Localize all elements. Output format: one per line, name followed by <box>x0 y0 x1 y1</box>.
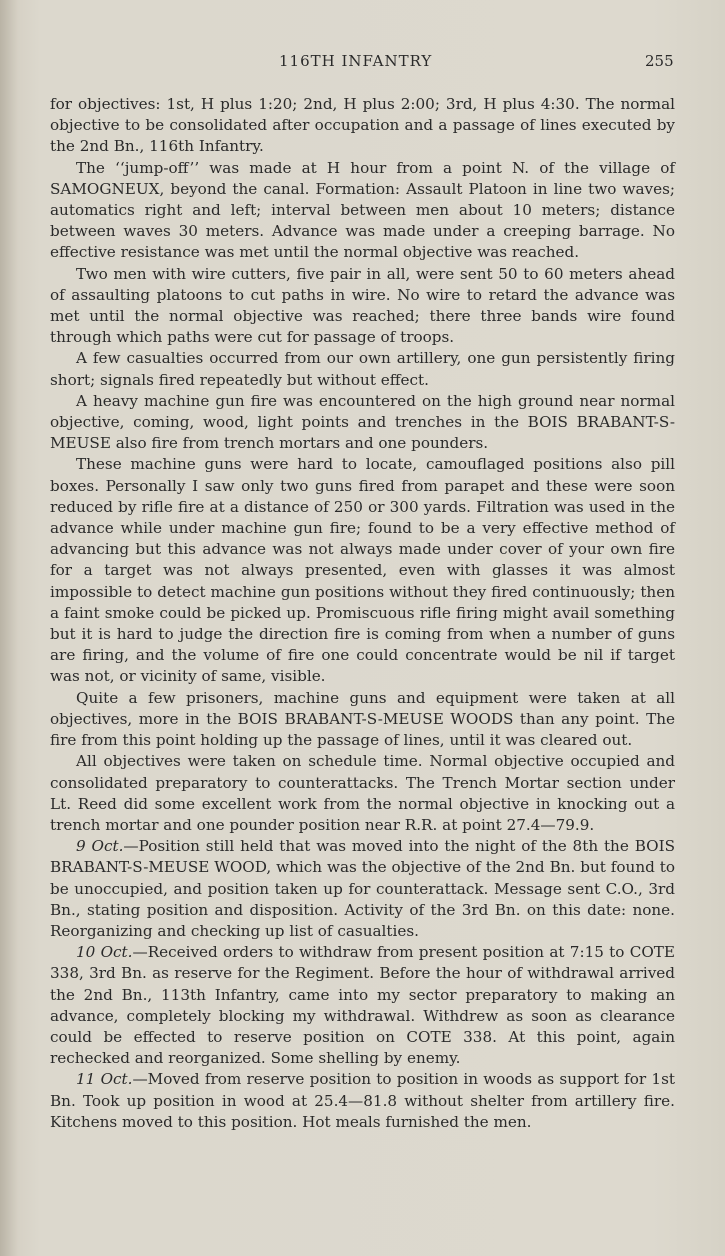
paragraph-text: A heavy machine gun fire was encountered on the high ground near normal objective, coming, wood, light points and trenches in the BOIS BRABANT-S-MEUSE also fire from trench mortars and one pounders. <box>50 391 675 453</box>
paragraph-text: —Position still held that was moved into the night of the 8th the BOIS BRABANT-S-MEUSE WOOD, which was the objective of the 2nd Bn. but found to be unoccupied, and position taken up for counterattack. Message sent C.O., 3rd Bn., stating position and disposition. Activity of the 3rd Bn. on this date: none. Reorganizing and checking up list of casualties. <box>50 837 675 940</box>
paragraph-text: The ‘‘jump-off’’ was made at H hour from a point N. of the village of SAMOGNEUX, beyond the canal. Formation: Assault Platoon in line two waves; automatics right and left; interval between men about 10 meters; distance between waves 30 meters. Advance was made under a creeping barrage. No effective resistance was met until the normal objective was reached. <box>50 158 675 262</box>
paragraph-text: —Moved from reserve position to position in woods as support for 1st Bn. Took up position in wood at 25.4—81.8 without shelter from artillery fire. Kitchens moved to this position. Hot meals furnished the men. <box>50 1070 675 1131</box>
entry-date: 10 Oct. <box>76 943 133 962</box>
paragraph-text: —Received orders to withdraw from present position at 7:15 to COTE 338, 3rd Bn. as reserve for the Regiment. Before the hour of withdrawal arrived the 2nd Bn., 113th Infantry, came into my sector preparatory to making an advance, completely blocking my withdrawal. Withdrew as soon as clearance could be effected to reserve position on COTE 338. At this point, again rechecked and reorganized. Some shelling by enemy. <box>50 943 675 1068</box>
paragraph-11-oct <box>50 1069 675 1133</box>
paragraph-text: for objectives: 1st, H plus 1:20; 2nd, H plus 2:00; 3rd, H plus 4:30. The normal objective to be consolidated after occupation and a passage of lines executed by the 2nd Bn., 116th Infantry. <box>50 95 675 156</box>
paragraph-9-oct <box>50 836 675 942</box>
paragraph-machine-gun-fire <box>50 391 675 455</box>
entry-date: 9 Oct. <box>76 837 124 856</box>
paragraph-text: Quite a few prisoners, machine guns and equipment were taken at all objectives, more in the BOIS BRABANT-S-MEUSE WOODS than any point. The fire from this point holding up the passage of lines, until it was cleared out. <box>50 688 675 750</box>
paragraph-machine-guns <box>50 454 675 687</box>
paragraph-text: These machine guns were hard to locate, camouflaged positions also pill boxes. Personally I saw only two guns fired from parapet and these were soon reduced by rifle fire at a distance of 250 or 300 yards. Filtration was used in the advance while under machine gun fire; found to be a very effective method of advancing but this advance was not always made under cover of your own fire for a target was not always presented, even with glasses it was almost impossible to detect machine gun positions without they fired continuously; then a faint smoke could be picked up. Promiscuous rifle firing might avail something but it is hard to judge the direction fire is coming from when a number of guns are firing, and the volume of fire one could concentrate would be nil if target was not, or vicinity of same, visible. <box>50 455 675 686</box>
paragraph-text: A few casualties occurred from our own artillery, one gun persistently firing short; signals fired repeatedly but without effect. <box>50 349 675 389</box>
paragraph-text: Two men with wire cutters, five pair in all, were sent 50 to 60 meters ahead of assaulting platoons to cut paths in wire. No wire to retard the advance was met until the normal objective was reached; there three bands wire found through which paths were cut for passage of troops. <box>50 264 675 347</box>
running-title: 116TH INFANTRY <box>279 52 433 70</box>
paragraph-casualties <box>50 348 675 390</box>
paragraph-objectives-taken <box>50 751 675 836</box>
paragraph-10-oct <box>50 942 675 1069</box>
paragraph-wire-cutters <box>50 264 675 349</box>
running-head <box>0 52 725 74</box>
page-number: 255 <box>645 52 674 70</box>
paragraph-prisoners <box>50 688 675 752</box>
paragraph-objectives <box>50 94 675 158</box>
entry-date: 11 Oct. <box>76 1070 133 1089</box>
body-text <box>50 94 675 1133</box>
paragraph-text: All objectives were taken on schedule time. Normal objective occupied and consolidated preparatory to counterattacks. The Trench Mortar section under Lt. Reed did some excellent work from the normal objective in knocking out a trench mortar and one pounder position near R.R. at point 27.4—79.9. <box>50 752 675 834</box>
paragraph-jump-off <box>50 158 675 264</box>
